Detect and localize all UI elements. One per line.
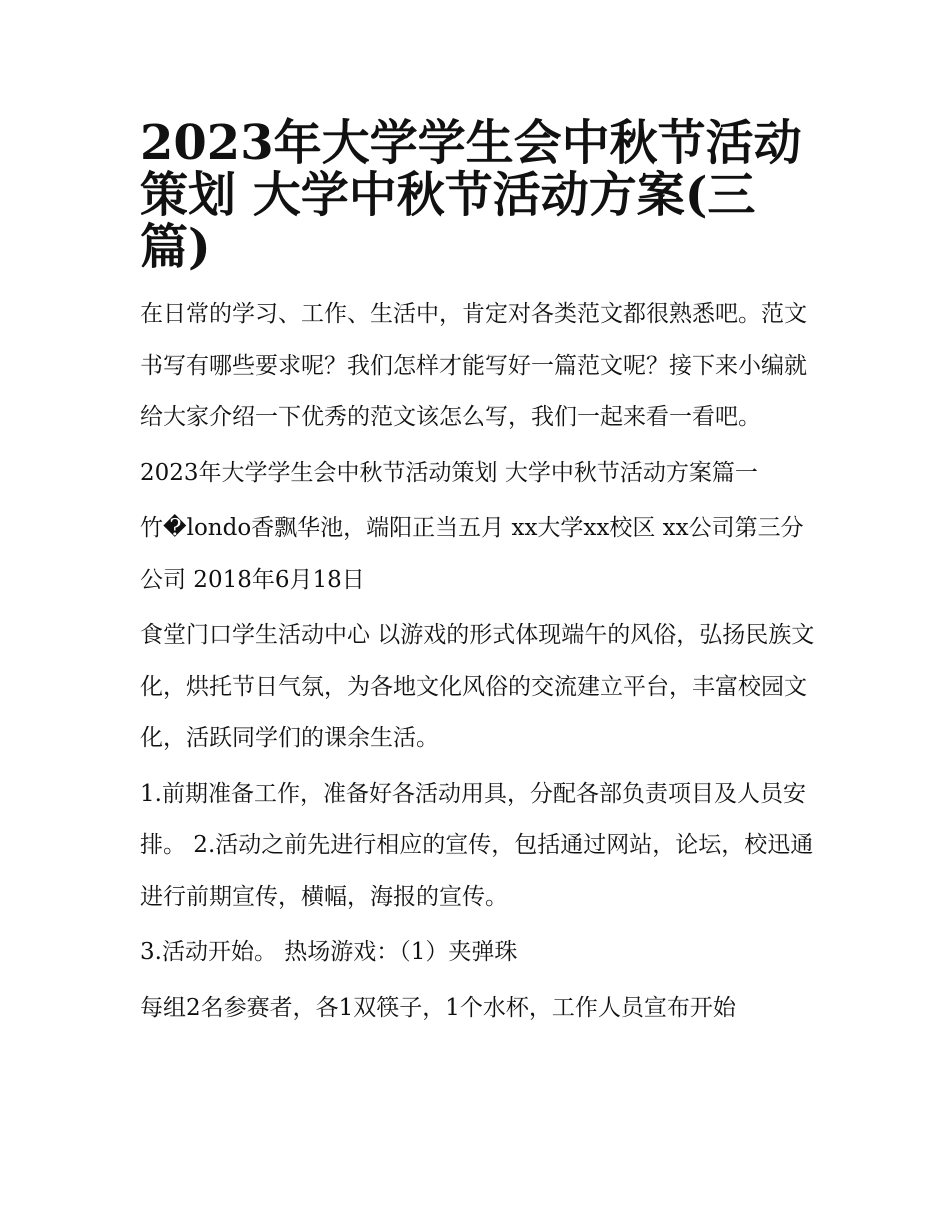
purpose-paragraph: 食堂门口学生活动中心 以游戏的形式体现端午的风俗，弘扬民族文化，烘托节日气氛，为各地文化风俗的交流建立平台，丰富校园文化，活跃同学们的课余生活。 xyxy=(140,622,815,752)
preparation-paragraph: 1.前期准备工作，准备好各活动用具，分配各部负责项目及人员安排。 2.活动之前先进行相应的宣传，包括通过网站，论坛，校迅通进行前期宣传，横幅，海报的宣传。 xyxy=(140,780,814,910)
section-heading: 2023年大学学生会中秋节活动策划 大学中秋节活动方案篇一 xyxy=(140,459,758,486)
document-title: 2023年大学学生会中秋节活动策划 大学中秋节活动方案(三篇) xyxy=(140,115,802,275)
rules-paragraph: 每组2名参赛者，各1双筷子，1个水杯，工作人员宣布开始 xyxy=(140,994,736,1021)
event-info-paragraph: 竹�londo香飘华池，端阳正当五月 xx大学xx校区 xx公司第三分公司 2018年6月18日 xyxy=(140,515,804,593)
activity-start-paragraph: 3.活动开始。 热场游戏：（1）夹弹珠 xyxy=(140,939,518,966)
document-content xyxy=(140,115,820,1038)
intro-paragraph: 在日常的学习、工作、生活中，肯定对各类范文都很熟悉吧。范文书写有哪些要求呢？我们怎样才能写好一篇范文呢？接下来小编就给大家介绍一下优秀的范文该怎么写，我们一起来看一看吧。 xyxy=(140,301,807,431)
